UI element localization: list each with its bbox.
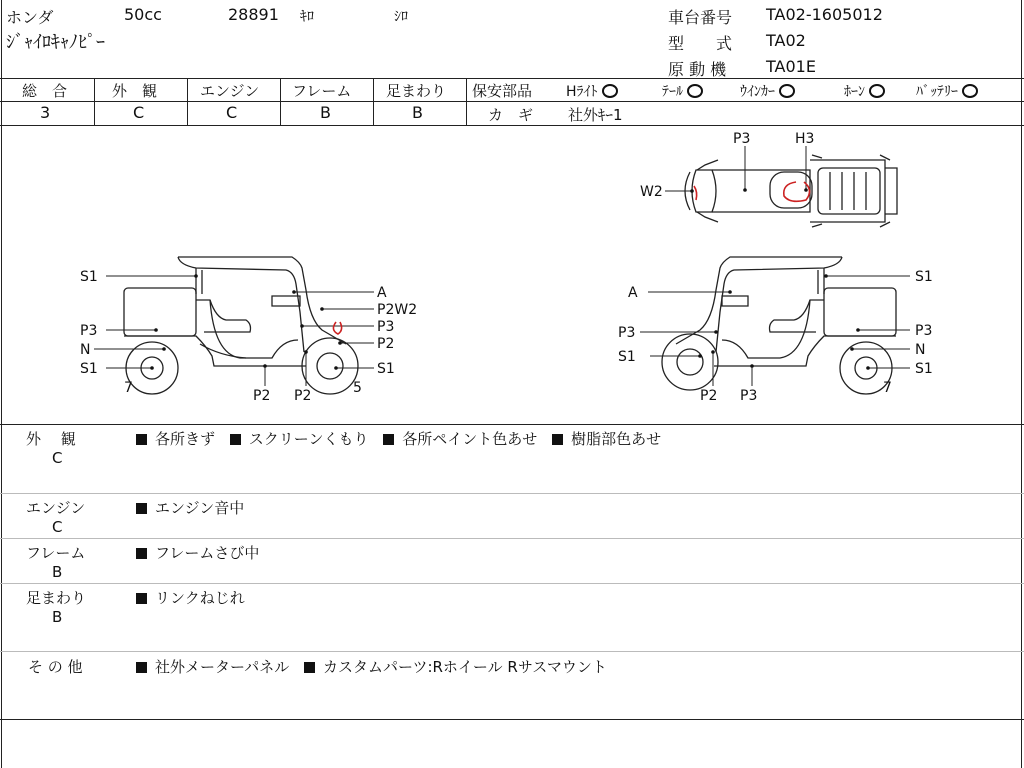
divider (0, 538, 1024, 539)
note-grade-suspension: B (52, 608, 63, 626)
key-label: カ ギ (488, 106, 534, 124)
ok-mark-icon (687, 84, 703, 98)
square-bullet-icon (383, 434, 394, 445)
model-name: ｼﾞｬｲﾛｷｬﾉﾋﾟｰ (6, 32, 105, 53)
divider (187, 78, 188, 125)
diagram-label: A (377, 285, 387, 301)
exterior-grade: C (133, 103, 145, 122)
diagram-label: H3 (795, 131, 815, 147)
safety-item-winker: ｳｲﾝｶｰ (740, 81, 795, 101)
diagram-label: P2 (253, 388, 271, 404)
divider (0, 424, 1024, 425)
key-value: 社外ｷｰ1 (568, 106, 623, 124)
list-item: 各所ペイント色あせ (383, 430, 537, 448)
engine-grade-label: エンジン (200, 82, 260, 100)
safety-item-battery: ﾊﾞｯﾃﾘｰ (916, 81, 978, 101)
diagram-label: A (628, 285, 638, 301)
note-items-frame (136, 542, 269, 563)
diagram-label: W2 (640, 184, 663, 200)
list-item: 社外メーターパネル (136, 658, 289, 676)
diagram-label: S1 (618, 349, 636, 365)
frame-no-label: 車台番号 (668, 8, 733, 27)
maker: ホンダ (6, 8, 54, 27)
divider (0, 493, 1024, 494)
note-items-other (136, 656, 617, 677)
list-item: エンジン音中 (136, 499, 244, 517)
diagram-label: S1 (80, 361, 98, 377)
color: ｼﾛ (394, 9, 408, 25)
diagram-label: P3 (618, 325, 636, 341)
divider (94, 78, 95, 125)
diagram-label: P3 (733, 131, 751, 147)
safety-item-tail: ﾃｰﾙ (662, 81, 703, 101)
right-side-scooter (662, 257, 896, 394)
ok-mark-icon (779, 84, 795, 98)
note-grade-engine: C (52, 518, 63, 536)
note-items-suspension (136, 587, 255, 608)
square-bullet-icon (136, 548, 147, 559)
damage-mark-w2 (694, 186, 697, 200)
note-items-exterior (136, 428, 671, 449)
note-grade-frame: B (52, 563, 63, 581)
damage-diagram (0, 126, 1024, 424)
note-label-frame: フレーム (26, 544, 86, 562)
diagram-label: P2W2 (377, 302, 418, 318)
engine-grade: C (226, 103, 238, 122)
diagram-label: 7 (883, 380, 892, 396)
note-items-engine (136, 497, 254, 518)
divider (466, 78, 467, 125)
overall-grade: 3 (40, 103, 51, 122)
mileage-unit: ｷﾛ (300, 9, 314, 25)
divider (0, 78, 1024, 79)
exterior-label: 外 観 (112, 82, 158, 100)
list-item: カスタムパーツ:Rホイール Rサスマウント (304, 658, 607, 676)
mileage: 28891 (228, 5, 279, 24)
divider (0, 101, 1024, 102)
diagram-label: P3 (915, 323, 933, 339)
overall-label: 総 合 (22, 82, 68, 100)
diagram-label: P2 (294, 388, 312, 404)
type-value: TA02 (766, 31, 806, 50)
safety-item-horn: ﾎｰﾝ (844, 81, 885, 101)
ok-mark-icon (962, 84, 978, 98)
diagram-label: N (915, 342, 926, 358)
diagram-label: S1 (915, 361, 933, 377)
diagram-label: N (80, 342, 91, 358)
note-label-other: そ の 他 (28, 658, 83, 676)
damage-mark-p3 (333, 322, 341, 334)
square-bullet-icon (136, 434, 147, 445)
diagram-label: P3 (80, 323, 98, 339)
divider (0, 651, 1024, 652)
square-bullet-icon (304, 662, 315, 673)
note-label-exterior: 外 観 (26, 430, 76, 448)
displacement: 50cc (124, 5, 162, 24)
diagram-label: P2 (377, 336, 395, 352)
list-item: 各所きず (136, 430, 215, 448)
diagram-label: 7 (124, 380, 133, 396)
diagram-label: P3 (377, 319, 395, 335)
ok-mark-icon (869, 84, 885, 98)
note-label-engine: エンジン (26, 499, 86, 517)
diagram-label: S1 (377, 361, 395, 377)
top-view-scooter (685, 155, 897, 227)
safety-label: 保安部品 (472, 82, 533, 100)
diagram-label: 5 (353, 380, 362, 396)
divider (280, 78, 281, 125)
suspension-grade: B (412, 103, 423, 122)
frame-grade: B (320, 103, 331, 122)
frame-no: TA02-1605012 (766, 5, 883, 24)
square-bullet-icon (136, 662, 147, 673)
diagram-label: S1 (80, 269, 98, 285)
note-label-suspension: 足まわり (26, 589, 87, 607)
divider (0, 719, 1024, 720)
diagram-label: P3 (740, 388, 758, 404)
divider (373, 78, 374, 125)
suspension-grade-label: 足まわり (386, 82, 447, 100)
list-item: 樹脂部色あせ (552, 430, 661, 448)
frame-grade-label: フレーム (292, 82, 352, 100)
type-label: 型 式 (668, 34, 733, 53)
diagram-label: P2 (700, 388, 718, 404)
list-item: リンクねじれ (136, 589, 245, 607)
ok-mark-icon (602, 84, 618, 98)
list-item: フレームさび中 (136, 544, 259, 562)
divider (0, 583, 1024, 584)
square-bullet-icon (136, 503, 147, 514)
safety-item-headlight: Hﾗｲﾄ (566, 81, 618, 101)
square-bullet-icon (552, 434, 563, 445)
square-bullet-icon (230, 434, 241, 445)
list-item: スクリーンくもり (230, 430, 369, 448)
engine-model: TA01E (766, 57, 816, 76)
note-grade-exterior: C (52, 449, 63, 467)
square-bullet-icon (136, 593, 147, 604)
engine-model-label: 原 動 機 (668, 60, 727, 79)
diagram-label: S1 (915, 269, 933, 285)
